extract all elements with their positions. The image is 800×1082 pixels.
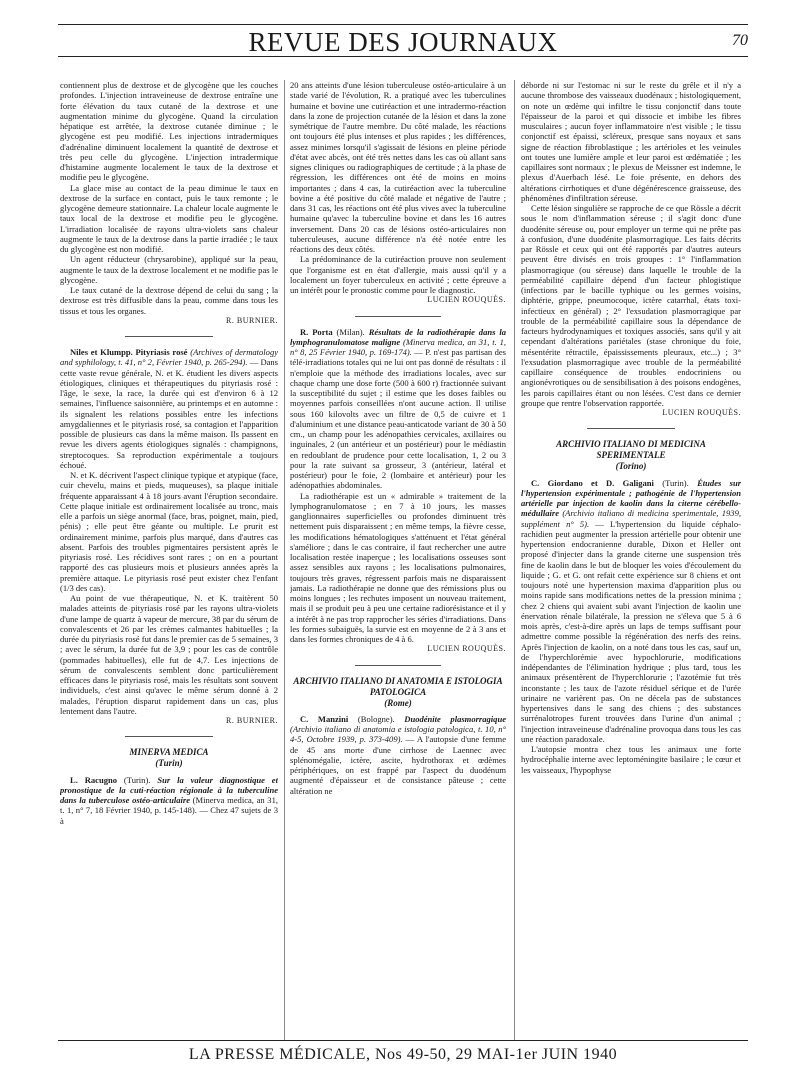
separator-rule: [355, 665, 441, 666]
entry-city: (Bologne).: [357, 713, 395, 724]
separator-rule: [125, 736, 212, 737]
column-3: [521, 80, 741, 1040]
entry-reference: (Archives of dermatology and syphilology, t. 41, n° 2, Février 1940, p. 265-294).: [60, 347, 278, 368]
paragraph: Cette lésion singulière se rapproche de ce que Rössle a décrit sous le nom d'inflammation séreuse ; il s'agit donc d'une duodénite séreuse ou, pour employer un terme qui ne prête pas à confusion, d'une duodénite plasmorragique. Les faits décrits par Rössle et ceux qui ont été rapportés par d'autres auteurs peuvent être divisés en trois groupes : 1° l'inflammation plasmorragique (ou séreuse) dans laquelle le trouble de la perméabilité capillaire dépend d'un facteur phlogistique (infections par le bacille typhique ou les germes voisins, diphtérie, grippe, pneumocoque, ictère catarrhal, états toxi-infectieux en général) ; 2° l'exsudation plasmorragique par trouble de la perméabilité capillaire sous la dépendance de facteurs hydrodynamiques et toxiques associés, sans qu'il y ait cependant d'altérations pariétales (stase chronique du foie, mésentérite rétractile, épaississements pleuraux, etc...) ; 3° l'exsudation plasmorragique avec trouble de la perméabilité capillaire conséquence de troubles endocriniens ou angionévrotiques ou de sensibilisation à des poisons endogènes, les parois capillaires étant ou non lésées. C'est dans ce dernier groupe que rentre l'observation rapportée.: [521, 203, 741, 408]
entry-title: Duodénite plasmorragique: [404, 713, 506, 724]
abstract-entry: [290, 714, 506, 796]
entry-title: Pityriasis rosé: [135, 347, 188, 357]
entry-text: — L'hypertension du liquide céphalo-rachidien peut augmenter la pression artérielle pour obtenir une hypertension endocranienne durable, Dixon et Heller ont proposé d'injecter dans la grande citerne une suspension très fine de kaolin dans le but de bloquer les voies d'écoulement du liquide ; G. et G. ont refait cette expérience sur 8 chiens et ont toujours noté une hypertension maxima d'apparition plus ou moins rapide sans modifications nettes de la pression minima ; chez 2 chiens qui avaient subi avant l'injection de kaolin une énervation rénale bilatérale, la pression ne s'éleva que 5 à 6 mois après, c'est-à-dire après un laps de temps suffisant pour admettre comme possible la régénération des nerfs des reins. Après l'injection de kaolin, on a noté dans tous les cas, sauf un, de l'hyperchlorémie avec hypochlorurie, modifications indépendantes de l'élimination hydrique ; plus tard, tous les animaux présentèrent de l'hyperchlorurie ; l'azotémie fut très inconstante ; les taux de l'azote résiduel sérique et de l'urée urinaire ne varièrent pas. On ne décela pas de substances hypertensives dans le sang des chiens ; des substances surrénalotropes furent trouvées dans l'urine d'un animal ; l'injection intraveineuse d'adrénaline provoqua dans tous les cas une réaction paradoxale.: [521, 518, 741, 744]
author-signature: R. BURNIER.: [226, 716, 278, 725]
entry-title: Résultats de la radiothérapie dans la lymphogranulomatose maligne: [290, 326, 506, 347]
masthead-top-rule: [58, 24, 748, 25]
abstract-entry: [521, 478, 741, 745]
paragraph: Un agent réducteur (chrysarobine), appliqué sur la peau, augmente le taux de la dextrose localement et ne modifie pas le glycogène.: [60, 254, 278, 285]
abstract-entry: [290, 327, 506, 491]
entry-reference: (Minerva medica, an 31, t. 1, n° 8, 25 Février 1940, p. 169-174).: [290, 336, 506, 357]
author-signature: LUCIEN ROUQUÈS.: [427, 644, 506, 654]
entry-text: — Dans cette vaste revue générale, N. et K. étudient les divers aspects étiologiques, cliniques et thérapeutiques du pityriasis rosé : l'âge, le sexe, la race, la durée qui est d'environ 6 à 12 semaines, l'influence saisonnière, au printemps et en automne : ils signalent les relations possibles entre les infections amygdaliennes et le pityriasis rosé, sa contagion et l'apparition possible de plusieurs cas dans la même maison. Ils passent en revue les divers agents étiologiques signalés : champignons, streptocoques. Sa reproduction expérimentale a toujours échoué.: [60, 357, 278, 470]
journal-city: (Rome): [384, 697, 412, 708]
separator-rule: [355, 316, 441, 317]
separator-rule: [587, 428, 675, 429]
entry-reference: (Archivio italiano di medicina sperimentale, 1939, supplément n° 5).: [521, 508, 741, 529]
paragraph: La glace mise au contact de la peau diminue le taux en dextrose de la surface en contact, puis le taux remonte ; le glycogène demeure stationnaire. La chaleur locale augmente le taux local de la dextrose et modifie peu le glycogène. L'irradiation localisée de rayons ultra-violets sans chaleur augmente le taux de la dextrose dans la partie irradiée ; le taux du glycogène est non modifié.: [60, 182, 278, 254]
entry-text: — P. n'est pas partisan des télé-irradiations totales qui ne lui ont pas donné de résultats : il n'emploie que la méthode des irradiations locales, avec sur chaque champ une dose forte (500 à 600 r) fractionnée suivant la susceptibilité du sujet ; il estime que les doses faibles ou moyennes parfois conseillées n'ont aucune action. Il utilise sous 160 kilovolts avec un filtre de 0,5 de cuivre et 1 d'aluminium et une distance peau-anticatode variant de 30 à 50 cm., un champ pour les adénopathies cervicales, axillaires ou inguinales, 2 (un antérieur et un postérieur) pour le médiastin en redoublant de prudence pour cette localisation, 1, 2 ou 3 pour la rate suivant sa grosseur, 3 (antérieur, latéral et postérieur) pour le foie, 2 (lombaire et antérieur) pour les adénopathies abdominales.: [290, 347, 506, 491]
paragraph: Au point de vue thérapeutique, N. et K. traitèrent 50 malades atteints de pityriasis rosé par les rayons ultra-violets d'une lampe de quartz à vapeur de mercure, 38 par du sérum de convalescents et 26 par les crèmes calmantes habituelles ; la durée du pityriasis rosé fut dans le premier cas de 5 semaines, 3 ; avec le sérum, la durée fut de 3,9 ; pour les cas de contrôle (pommades habituelles), elle fut de 4,7. Les injections de sérum de convalescents semblent donc particulièrement efficaces dans le pityriasis rosé, mais les résultats sont souvent individuels, c'est ainsi qu'avec le même sérum donné à 2 malades, l'éruption disparut rapidement dans un cas, plus lentement dans l'autre.: [60, 593, 278, 716]
column-1: [60, 80, 278, 1040]
column-divider: [284, 80, 285, 1040]
masthead-bottom-rule: [58, 56, 748, 57]
separator-rule: [125, 336, 212, 337]
abstract-entry: [60, 775, 278, 826]
entry-authors: C. Manzini: [300, 713, 349, 724]
paragraph: déborde ni sur l'estomac ni sur le reste du grêle et il n'y a aucune thrombose des vaisseaux duodénaux ; histologiquement, on note un œdème qui infiltre le tissu conjonctif dans toute l'épaisseur de la paroi et qui dissocie et imbibe les fibres musculaires ; aucun foyer inflammatoire n'est visible ; le tissu conjonctif est épaissi, scléreux, presque sans noyaux et sans signe de réaction fibroblastique ; les artérioles et les veinules ont toutes une lumière ample et leur paroi est œdématiée ; les capillaires sont normaux ; le plexus de Meissner est indemne, le plexus d'Auerbach lésé. Le foie présente, en dehors des altérations cirrhotiques et d'une dégénérescence graisseuse, des phénomènes d'infiltration séreuse.: [521, 80, 741, 203]
author-signature: R. BURNIER.: [226, 315, 278, 325]
entry-city: (Turin).: [123, 774, 151, 785]
entry-authors: R. Porta: [300, 326, 333, 337]
entry-authors: C. Giordano et D. Galigani: [531, 477, 654, 488]
paragraph: Le taux cutané de la dextrose dépend de celui du sang ; la dextrose est très diffusible dans la peau, comme dans tous les tissus et tous les organes.: [60, 285, 278, 316]
entry-authors: L. Racugno: [70, 774, 118, 785]
entry-city: (Turin).: [662, 477, 689, 488]
page-number: 70: [732, 32, 748, 49]
entry-authors: Niles et Klumpp.: [70, 347, 133, 357]
paragraph: 20 ans atteints d'une lésion tuberculeuse ostéo-articulaire à un stade varié de l'évolution, R. a pratiqué avec les tuberculines humaine et bovine une cutiréaction et une intradermo-réaction dans la zone de projection cutanée de la lésion et dans la zone symétrique de l'autre membre. Du côté malade, les réactions ont toujours été plus intenses et plus rapides ; les différences, assez minimes lorsqu'il s'agissait de lésions en pleine période d'état avec abcès, ont été très nettes dans les cas où allant sans signes cliniques ou radiographiques de certitude ; à la phase de régression, les différences ont été de moins en moins importantes ; dans 4 cas, la cutiréaction avec la tuberculine bovine a été positive du côté malade et négative de l'autre ; dans 31 cas, les réactions ont été plus vives avec la tuberculine humaine qu'avec la tuberculine bovine et dans les 16 autres inversement. Dans 20 cas de lésions ostéo-articulaires non tuberculeuses, aucune différence n'a été notée entre les réactions des deux côtés.: [290, 80, 506, 254]
abstract-entry: [60, 347, 278, 470]
journal-city: (Turin): [155, 758, 183, 769]
journal-section-title: REVUE DES JOURNAUX: [248, 27, 558, 57]
journal-section-heading: ARCHIVIO ITALIANO DI ANATOMIA E ISTOLOGIA PATOLOGICA: [293, 675, 503, 697]
journal-section-heading: ARCHIVIO ITALIANO DI MEDICINA SPERIMENTALE: [556, 439, 706, 461]
entry-title: Sur la valeur diagnostique et pronostique de la cuti-réaction régionale à la tuberculine dans la tuberculose ostéo-articulaire: [60, 774, 278, 805]
page-footer: [58, 1040, 748, 1070]
journal-section-heading: MINERVA MEDICA: [129, 747, 209, 758]
paragraph: La prédominance de la cutiréaction prouve non seulement que l'organisme est en état d'allergie, mais aussi qu'il y a localement un foyer tuberculeux en activité ; cette épreuve a un intérêt pour le pronostic comme pour le diagnostic.: [290, 254, 506, 295]
column-divider: [514, 80, 515, 1040]
footer-rule: [58, 1040, 748, 1041]
paragraph: N. et K. décrivent l'aspect clinique typique et atypique (face, cuir chevelu, mains et pieds, muqueuses), sa plaque initiale fréquente apparaissant 4 à 18 jours avant l'éruption secondaire. Cette plaque initiale est ordinairement localisée au tronc, mais elle a parfois un siège anormal (face, bras, poignet, main, pied, pénis) ; elle peut être géante ou multiple. Le prurit est ordinairement minime, parfois plus marqué, dans d'autres cas absent. Parfois des troubles pigmentaires persistent après le pityriasis rosé. Les récidives sont rares ; on en a pourtant rapporté des cas plusieurs mois et plusieurs années après la première attaque. Le pityriasis rosé peut exister chez l'enfant (1/3 des cas).: [60, 470, 278, 593]
paragraph: L'autopsie montra chez tous les animaux une forte hydrocéphalie interne avec leptoméningite basilaire ; le cœur et les vaisseaux, l'hypophyse: [521, 744, 741, 775]
paragraph: La radiothérapie est un « admirable » traitement de la lymphogranulomatose ; en 7 à 10 jours, les masses ganglionnaires superficielles ou profondes diminuent très nettement puis disparaissent ; en même temps, la fièvre cesse, les modifications hématologiques s'atténuent et l'état général s'améliore ; dans le cas contraire, il faut rechercher une autre localisation restée inaperçue ; les localisations osseuses sont assez sensibles aux rayons ; les localisations pulmonaires, toujours très graves, régressent parfois mais ne disparaissent jamais. La radiothérapie ne donne que des rémissions plus ou moins longues ; les rechutes imposent un nouveau traitement, mais il se produit peu à peu une certaine radiorésistance et il y a intérêt à ne pas trop rapprocher les séries d'irradiations. Dans les formes subaiguës, la survie est en moyenne de 2 à 3 ans et dans les formes chroniques de 4 à 6.: [290, 490, 506, 644]
entry-reference: (Minerva medica, an 31, t. 1, n° 7, 18 Février 1940, p. 145-148). — Chez 47 sujets de 3 à: [60, 795, 278, 826]
entry-title: Études sur l'hypertension expérimentale ; pathogénie de l'hypertension artérielle par injection de kaolin dans la citerne cérébello-médullaire: [521, 477, 741, 519]
entry-text: — A l'autopsie d'une femme de 45 ans morte d'une cirrhose de Laennec avec splénomégalie, ictère, ascite, hydrothorax et œdèmes périphériques, on est frappé par l'aspect du duodénum augmenté d'épaisseur et de consistance pâteuse ; cette altération ne: [290, 734, 506, 796]
column-2: [290, 80, 506, 1040]
entry-city: (Milan).: [336, 326, 365, 337]
masthead: [58, 24, 748, 64]
entry-reference: (Archivio italiano di anatomia e istologia patologica, t. 10, n° 4-5, Octobre 1939, p. 373-409).: [290, 724, 506, 745]
author-signature: LUCIEN ROUQUÈS.: [662, 408, 741, 417]
journal-city: (Torino): [615, 461, 647, 472]
paragraph: contiennent plus de dextrose et de glycogène que les couches profondes. L'injection intraveineuse de dextrose entraîne une forte élévation du taux cutané de la dextrose et une augmentation minime du glycogène. Quand la circulation hépatique est arrêtée, la dextrose cutanée diminue ; le glycogène est peu modifié. Les injections intradermiques d'adrénaline diminuent localement la quantité de dextrose et très peu celle du glycogène. L'injection intradermique d'histamine augmente localement le taux de la dextrose et modifie peu le glycogène.: [60, 80, 278, 183]
footer-publication-line: LA PRESSE MÉDICALE, Nos 49-50, 29 MAI-1er JUIN 1940: [188, 1046, 618, 1063]
author-signature: LUCIEN ROUQUÈS.: [427, 295, 506, 305]
